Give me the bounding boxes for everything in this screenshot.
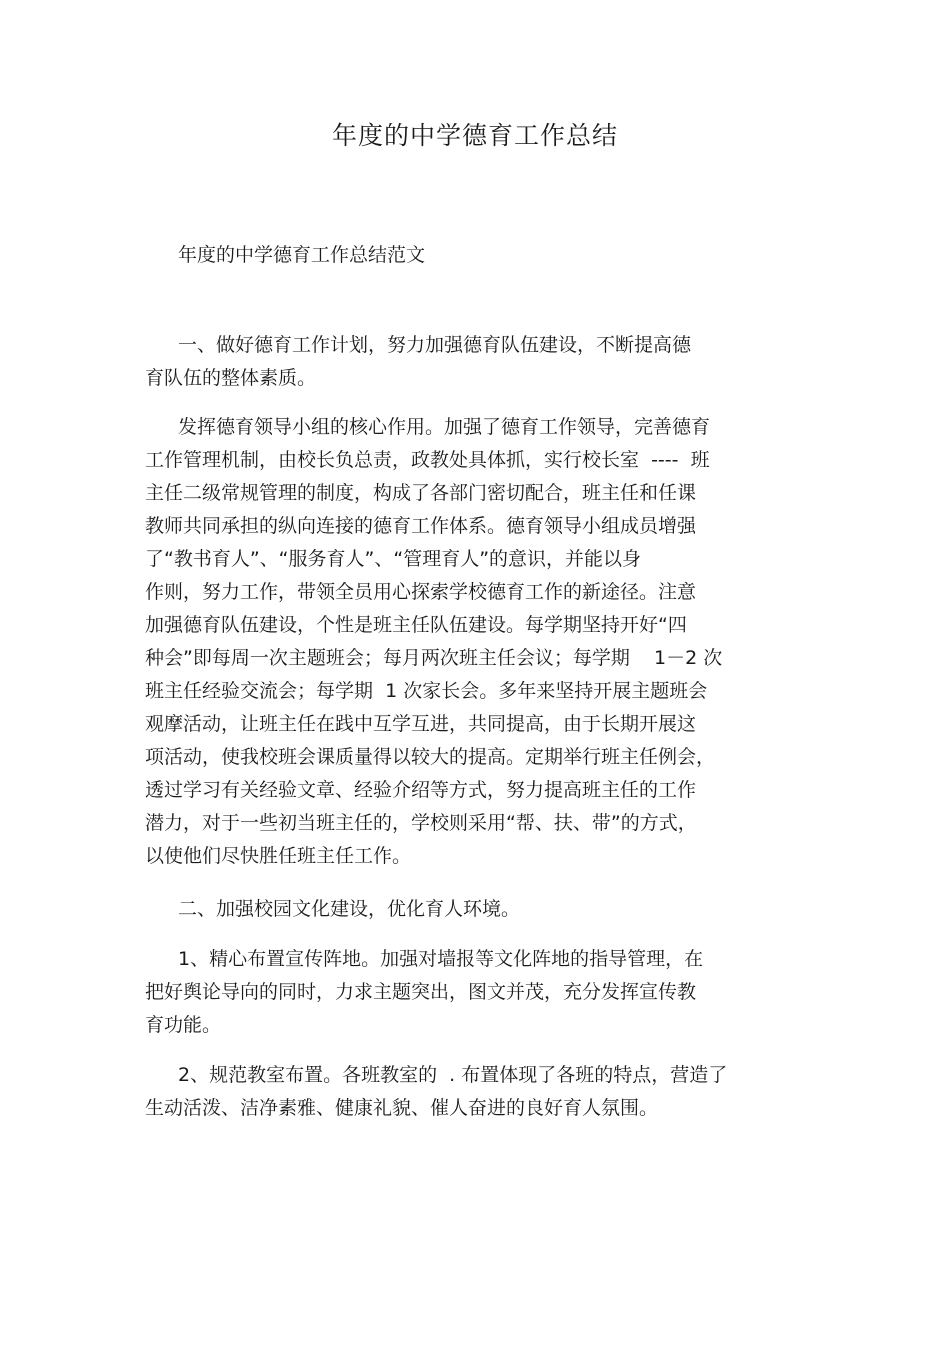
paragraph-line: 以使他们尽快胜任班主任工作。 — [145, 845, 412, 867]
document-title: 年度的中学德育工作总结 — [331, 121, 618, 150]
list-item-line: 1、精心布置宣传阵地。加强对墙报等文化阵地的指导管理，在 — [178, 948, 704, 970]
document-subtitle: 年度的中学德育工作总结范文 — [178, 244, 426, 266]
paragraph-line: 主任二级常规管理的制度，构成了各部门密切配合，班主任和任课 — [145, 482, 697, 504]
paragraph-line: 潜力，对于一些初当班主任的，学校则采用“帮、扶、带”的方式， — [145, 812, 697, 834]
paragraph-line: 作则，努力工作，带领全员用心探索学校德育工作的新途径。注意 — [145, 581, 697, 603]
paragraph-line: 发挥德育领导小组的核心作用。加强了德育工作领导，完善德育 — [178, 416, 711, 438]
paragraph-line: 教师共同承担的纵向连接的德育工作体系。德育领导小组成员增强 — [145, 515, 697, 537]
paragraph-line: 观摩活动，让班主任在践中互学互进，共同提高，由于长期开展这 — [145, 713, 697, 735]
paragraph-line: 生动活泼、洁净素雅、健康礼貌、催人奋进的良好育人氛围。 — [145, 1097, 659, 1119]
paragraph-line: 育队伍的整体素质。 — [145, 367, 317, 389]
list-item-line: 2、规范教室布置。各班教室的 . 布置体现了各班的特点，营造了 — [178, 1064, 728, 1086]
paragraph-line: 把好舆论导向的同时，力求主题突出，图文并茂，充分发挥宣传教 — [145, 981, 697, 1003]
paragraph-line: 项活动，使我校班会课质量得以较大的提高。定期举行班主任例会， — [145, 746, 716, 768]
section-heading-2: 二、加强校园文化建设，优化育人环境。 — [178, 898, 521, 920]
paragraph-line: 班主任经验交流会；每学期 1 次家长会。多年来坚持开展主题班会 — [145, 680, 708, 702]
paragraph-line: 工作管理机制，由校长负总责，政教处具体抓，实行校长室 ---- 班 — [145, 449, 710, 471]
section-heading-1: 一、做好德育工作计划，努力加强德育队伍建设，不断提高德 — [178, 334, 692, 356]
paragraph-line: 种会”即每周一次主题班会；每月两次班主任会议；每学期 1－2 次 — [145, 647, 723, 669]
paragraph-line: 透过学习有关经验文章、经验介绍等方式，努力提高班主任的工作 — [145, 779, 697, 801]
paragraph-line: 了“教书育人”、“服务育人”、“管理育人”的意识，并能以身 — [145, 548, 642, 570]
paragraph-line: 育功能。 — [145, 1014, 222, 1036]
paragraph-line: 加强德育队伍建设，个性是班主任队伍建设。每学期坚持开好“四 — [145, 614, 687, 636]
